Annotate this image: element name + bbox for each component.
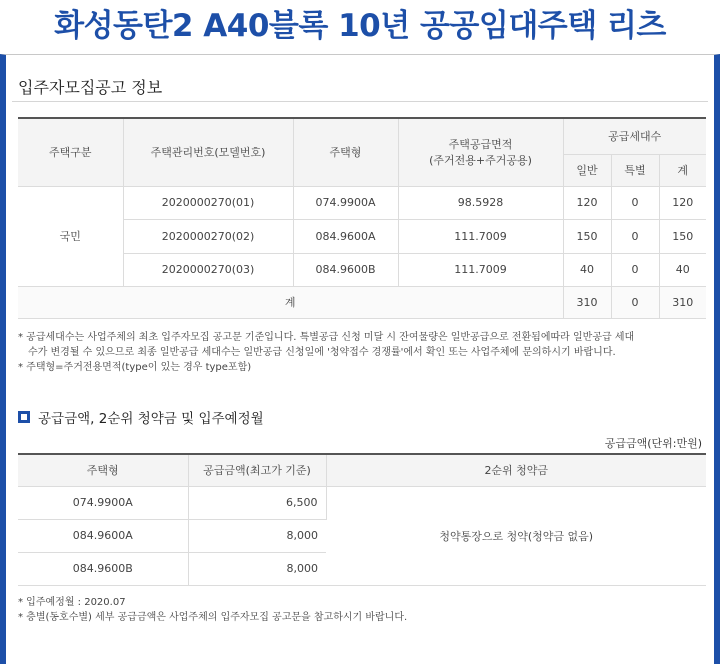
header-total: 계: [659, 154, 706, 186]
model-cell: 2020000270(01): [123, 186, 293, 219]
section-divider: [12, 101, 708, 102]
total-cell: 150: [659, 219, 706, 253]
total-total: 310: [659, 286, 706, 318]
square-bullet-icon: [18, 411, 30, 423]
total-cell: 40: [659, 253, 706, 286]
table-row: [18, 486, 706, 519]
model-cell: 2020000270(03): [123, 253, 293, 286]
title-banner: [0, 0, 720, 52]
price-cell: 6,500: [188, 486, 326, 519]
housing-type-cell: 074.9900A: [293, 186, 398, 219]
table-row: [18, 186, 706, 219]
special-cell: 0: [611, 253, 659, 286]
category-cell: 국민: [18, 186, 123, 286]
unit-label: 공급금액(단위:만원): [604, 437, 702, 450]
price-cell: 8,000: [188, 519, 326, 552]
special-cell: 0: [611, 186, 659, 219]
header-special: 특별: [611, 154, 659, 186]
supply-table: [18, 117, 706, 319]
header-model: 주택관리번호(모델번호): [123, 118, 293, 186]
price-section-title: [18, 407, 264, 427]
housing-type-cell: 084.9600A: [18, 519, 188, 552]
general-cell: 150: [563, 219, 611, 253]
area-cell: 111.7009: [398, 219, 563, 253]
general-cell: 40: [563, 253, 611, 286]
housing-type-cell: 074.9900A: [18, 486, 188, 519]
area-cell: 111.7009: [398, 253, 563, 286]
total-general: 310: [563, 286, 611, 318]
general-cell: 120: [563, 186, 611, 219]
header-type: 주택구분: [18, 118, 123, 186]
supply-notes: [18, 330, 708, 375]
total-special: 0: [611, 286, 659, 318]
deposit-cell: 청약통장으로 청약(청약금 없음): [326, 486, 706, 585]
header-area-line2: (주거전용+주거공용): [429, 154, 532, 168]
price-table: [18, 453, 706, 586]
content-frame: [0, 54, 720, 664]
total-label: 계: [18, 286, 563, 318]
price-cell: 8,000: [188, 552, 326, 585]
note-line: * 주택형=주거전용면적(type이 있는 경우 type포함): [18, 362, 252, 373]
note-line: 수가 변경될 수 있으므로 최종 일반공급 세대수는 일반공급 신청일에 '청약접수 경쟁률'에서 확인 또는 사업주체에 문의하시기 바랍니다.: [28, 347, 616, 358]
banner-title: 화성동탄2 A40블록 10년 공공임대주택 리츠: [54, 8, 666, 44]
area-cell: 98.5928: [398, 186, 563, 219]
special-cell: 0: [611, 219, 659, 253]
section-title: 입주자모집공고 정보: [18, 78, 163, 97]
header-area-line1: 주택공급면적: [448, 138, 513, 152]
header-price: 공급금액(최고가 기준): [188, 454, 326, 486]
header-general: 일반: [563, 154, 611, 186]
housing-type-cell: 084.9600A: [293, 219, 398, 253]
header-housing-type: 주택형: [18, 454, 188, 486]
total-cell: 120: [659, 186, 706, 219]
header-housing-type: 주택형: [293, 118, 398, 186]
note-line: * 층별(동호수별) 세부 공급금액은 사업주체의 입주자모집 공고문을 참고하시기 바랍니다.: [18, 612, 408, 623]
note-line: * 입주예정월 : 2020.07: [18, 597, 126, 608]
housing-type-cell: 084.9600B: [18, 552, 188, 585]
price-section-title-text: 공급금액, 2순위 청약금 및 입주예정월: [38, 411, 264, 427]
price-notes: [18, 595, 708, 625]
total-row: [18, 286, 706, 318]
header-deposit: 2순위 청약금: [326, 454, 706, 486]
model-cell: 2020000270(02): [123, 219, 293, 253]
header-area: [398, 118, 563, 186]
header-units: 공급세대수: [563, 118, 706, 154]
note-line: * 공급세대수는 사업주체의 최초 입주자모집 공고문 기준입니다. 특별공급 신청 미달 시 잔여물량은 일반공급으로 전환됨에따라 일반공급 세대: [18, 332, 635, 343]
housing-type-cell: 084.9600B: [293, 253, 398, 286]
